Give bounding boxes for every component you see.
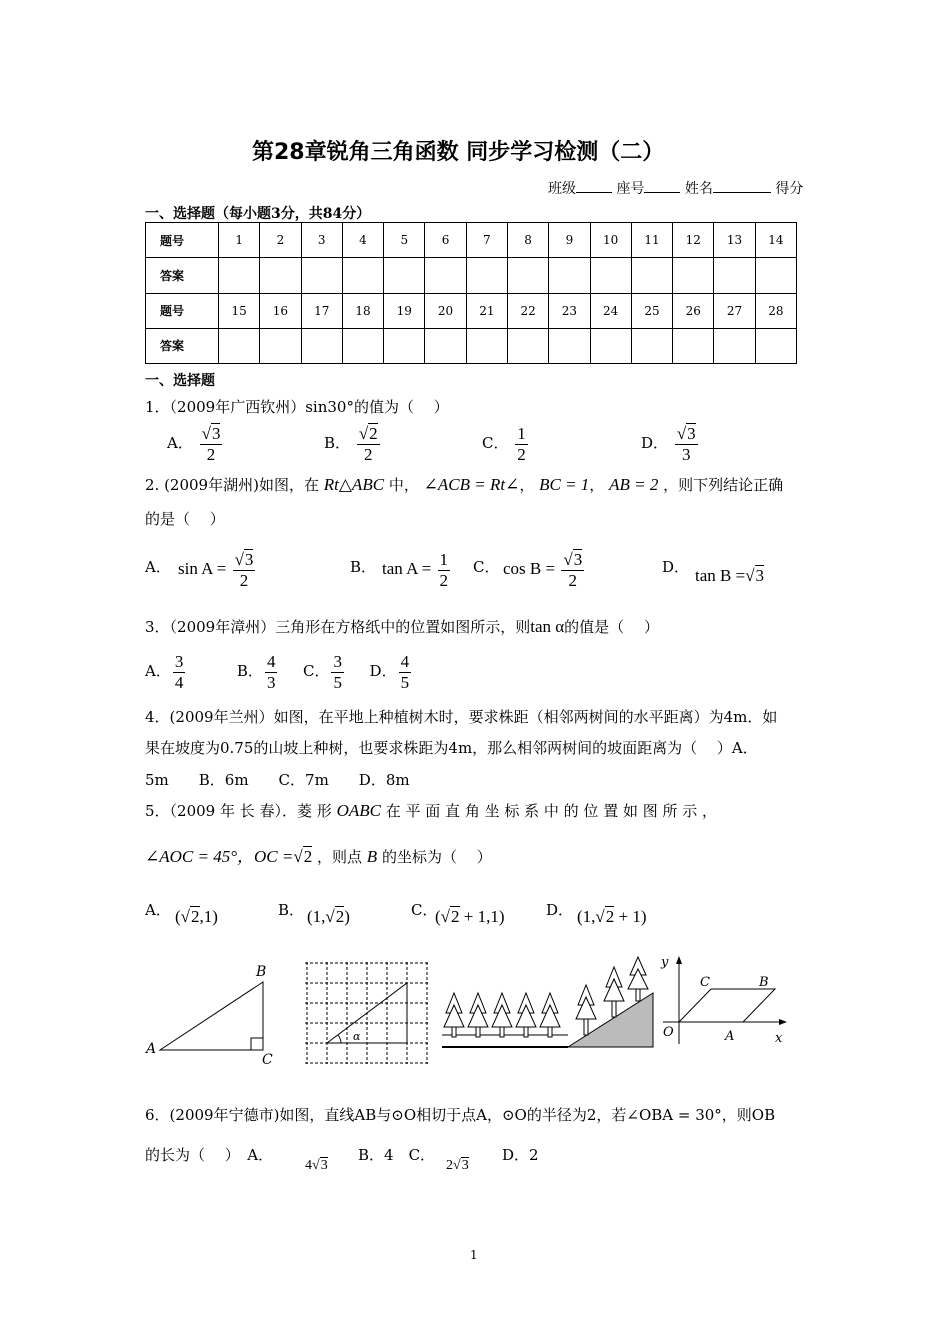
q2-text: 2. (2009年湖州)如图，在 [145,476,319,494]
question-4-line1: 4．(2009年兰州）如图，在平地上种植树木时，要求株距（相邻两树间的水平距离）为4m．如 [145,708,778,726]
question-number: 6 [425,223,466,258]
expr-fn: sin A = [178,558,227,578]
q6-text: 的长为（ ） A． [145,1146,274,1164]
fraction-denominator: 2 [568,570,578,590]
answer-cell[interactable] [714,328,755,363]
option-label: A． [145,901,171,919]
expr-part: + 1,1) [459,907,505,926]
radicand: 3 [755,566,765,585]
q5-math: ∠AOC = 45°，OC = [145,847,294,866]
answer-cell[interactable] [549,328,590,363]
class-blank[interactable] [576,192,612,193]
triangle-figure [140,960,290,1070]
origin-label: O [663,1025,674,1040]
q3-text: 的值是（ ） [564,618,659,636]
radicand: 2 [451,907,460,926]
q2-text: 中， [388,476,419,494]
fraction-denominator: 3 [266,672,276,692]
answer-cell[interactable] [219,328,260,363]
q5-option-d [546,899,573,920]
fraction-numerator: 3 [687,424,696,443]
answer-cell[interactable] [466,258,507,293]
student-info-line [548,178,803,198]
question-number: 1 [219,223,260,258]
page-title: 第28章锐角三角函数 同步学习检测（二） [252,140,665,165]
table-row [146,258,797,293]
question-number: 21 [466,293,507,328]
expr-part: ( [435,907,441,926]
q2-option-c-expr: cos B = $\frac{√3}{2}$ [503,550,583,590]
point-c-label: C [700,975,710,990]
fraction-denominator: 4 [174,672,184,692]
expr-fn: tan A = [382,558,432,578]
answer-label: 答案 [146,328,219,363]
question-4-line2: 果在坡度为0.75的山坡上种树，也要求株距为4m，那么相邻两树间的坡面距离为（ ）A． [145,739,758,757]
fraction-numerator: 2 [369,424,378,443]
question-number: 19 [384,293,425,328]
answer-cell[interactable] [466,328,507,363]
option-label: D． [662,558,690,576]
question-number: 25 [631,293,672,328]
q2-math: Rt△ABC [323,475,385,494]
question-number: 26 [673,293,714,328]
q3-text: 3．（2009年漳州）三角形在方格纸中的位置如图所示，则 [145,618,531,636]
fraction-denominator: 2 [363,444,373,464]
answer-cell[interactable] [425,258,466,293]
alpha-label: α [353,1030,361,1043]
option-label: B． [324,434,351,453]
q2-option-c [473,556,499,577]
question-number-label: 题号 [146,223,219,258]
q1-option-d: D． $\frac{√3}{3}$ [641,424,696,464]
slope-trees-figure [438,955,660,1055]
expr-part: ,1) [199,907,218,926]
fraction-denominator: 2 [439,570,449,590]
score-label: 得分 [775,181,804,197]
q1-option-a: A． $\frac{√3}{2}$ [167,424,221,464]
x-axis-label: x [775,1031,783,1046]
table-row [146,293,797,328]
answer-cell[interactable] [260,328,301,363]
question-5-stem [145,800,717,821]
fraction-numerator: 3 [244,550,254,569]
answer-cell[interactable] [673,258,714,293]
q2-math: AB = 2 [609,475,659,494]
rhombus-figure [655,952,795,1052]
answer-cell[interactable] [673,328,714,363]
question-number: 11 [631,223,672,258]
name-label: 姓名 [684,181,713,197]
q2-option-a [145,556,171,577]
question-number: 2 [260,223,301,258]
option-label: D． [369,662,397,681]
fraction-numerator: 3 [174,652,184,671]
question-number: 18 [342,293,383,328]
q6-text: B．4 C． [358,1146,436,1164]
answer-cell[interactable] [507,258,548,293]
option-label: A． [145,662,171,681]
answer-cell[interactable] [342,328,383,363]
q2-option-b [350,556,376,577]
fraction-numerator: 3 [573,550,583,569]
question-number: 4 [342,223,383,258]
option-label: A． [167,434,193,453]
q5-option-a [145,899,171,920]
answer-cell[interactable] [260,258,301,293]
q5-option-c [411,899,437,920]
q6-options-b-c [358,1144,435,1165]
question-number: 13 [714,223,755,258]
answer-table [145,222,797,364]
question-5-line2: ∠AOC = 45°，OC =√2 ，则点 B 的坐标为（ ） [145,847,492,866]
radicand: 3 [320,1158,328,1173]
q2-option-d [662,556,689,577]
q5-option-d-expr: (1,√2 + 1) [577,907,647,926]
point-b-label: B [759,975,769,990]
class-label: 班级 [548,181,576,197]
fraction-denominator: 2 [206,444,216,464]
q1-option-c [482,424,530,464]
option-label: C． [303,662,330,681]
answer-cell[interactable] [631,258,672,293]
q6-option-a-expr: 4√3 [305,1158,328,1173]
expr-fn: cos B = [503,558,556,578]
question-number: 12 [673,223,714,258]
question-number: 14 [755,223,796,258]
q5-option-a-expr: (√2,1) [175,907,218,926]
fraction-numerator: 3 [211,424,221,443]
question-6-line2 [145,1144,273,1165]
expr-part: (1, [307,907,326,926]
q2-stem-line2: 的是（ ） [145,510,225,528]
fraction-denominator: 2 [239,570,249,590]
question-number: 3 [301,223,342,258]
option-label: A． [145,558,171,576]
question-number: 17 [301,293,342,328]
option-label: C． [411,901,438,919]
q2-option-b-expr [382,550,452,590]
option-label: B． [278,901,305,919]
vertex-c-label: C [262,1052,273,1068]
fraction-numerator: 4 [266,652,276,671]
answer-cell[interactable] [590,328,631,363]
answer-cell[interactable] [219,258,260,293]
section-header-2: 一、选择题 [145,373,215,389]
fraction-denominator: 2 [517,444,526,464]
question-2-stem: 2. (2009年湖州)如图，在 Rt△ABC 中， ∠ACB = Rt∠， BC = 1， AB = 2 ，则下列结论正确 [145,475,784,494]
question-number: 23 [549,293,590,328]
answer-cell[interactable] [342,258,383,293]
seat-label: 座号 [616,181,645,197]
fraction-numerator: 4 [400,652,410,671]
answer-cell[interactable] [755,328,796,363]
answer-cell[interactable] [384,328,425,363]
radicand: 2 [335,907,345,926]
question-number: 27 [714,293,755,328]
option-label: B． [236,662,263,681]
answer-cell[interactable] [590,258,631,293]
q5-text: ，则点 [316,848,362,866]
q2-math: BC = 1 [539,475,590,494]
option-label: C． [473,558,500,576]
q5-math: OABC [336,801,381,820]
q6-text: D．2 [502,1146,539,1164]
expr-part: 2 [446,1158,453,1173]
section-header: 一、选择题（每小题3分，共84分） [145,206,371,222]
radicand: 3 [461,1158,469,1173]
fraction-numerator: 1 [517,424,526,443]
question-number: 28 [755,293,796,328]
vertex-b-label: B [256,964,267,980]
option-label: C． [482,434,509,453]
q5-text: 5．（2009 年 长 春）．菱 形 [145,802,332,820]
answer-cell[interactable] [384,258,425,293]
fraction-denominator: 3 [681,444,691,464]
q2-option-a-expr: sin A = $\frac{√3}{2}$ [178,550,254,590]
question-number: 16 [260,293,301,328]
q5-math: B [366,847,378,866]
question-number: 15 [219,293,260,328]
answer-cell[interactable] [549,258,590,293]
q5-option-b-expr: (1,√2) [307,907,350,926]
expr-part: 4 [305,1158,312,1173]
answer-cell[interactable] [755,258,796,293]
fraction-denominator: 5 [333,672,342,692]
q2-text: ，则下列结论正确 [663,476,784,494]
radicand: 2 [191,907,200,926]
expr-fn: tan B = [695,566,746,585]
question-number-label: 题号 [146,293,219,328]
expr-part: ) [344,907,350,926]
question-number: 5 [384,223,425,258]
question-number: 7 [466,223,507,258]
expr-part: + 1) [614,907,647,926]
table-row [146,328,797,363]
question-4-line3: 5m B．6m C．7m D．8m [145,771,410,789]
q6-option-c-expr: 2√3 [446,1158,469,1173]
q6-option-d [502,1144,539,1165]
radicand: 2 [303,847,313,866]
q3-options [145,652,413,692]
q2-option-d-expr: tan B =√3 [695,566,765,585]
q1-option-b: B． $\frac{√2}{2}$ [324,424,378,464]
answer-cell[interactable] [301,258,342,293]
fraction-numerator: 3 [333,652,342,671]
name-blank[interactable] [713,192,771,193]
point-a-label: A [725,1029,735,1044]
answer-label: 答案 [146,258,219,293]
question-number: 20 [425,293,466,328]
radicand: 2 [605,907,615,926]
answer-cell[interactable] [425,328,466,363]
table-row [146,223,797,258]
q5-option-b [278,899,304,920]
question-number: 9 [549,223,590,258]
expr-part: ( [175,907,181,926]
grid-figure [303,960,433,1068]
expr-part: (1, [577,907,596,926]
answer-cell[interactable] [714,258,755,293]
q2-math: ∠ACB = Rt∠ [423,475,520,494]
page-number: 1 [470,1248,478,1262]
q5-option-c-expr: (√2 + 1,1) [435,907,505,926]
question-number: 8 [507,223,548,258]
question-6-line1: 6．(2009年宁德市)如图，直线AB与⊙O相切于点A，⊙O的半径为2，若∠OBA = 30°，则OB [145,1106,776,1124]
question-1-stem: 1．（2009年广西钦州）sin30°的值为（ ） [145,398,449,416]
fraction-numerator: 1 [439,550,449,569]
q3-math: tan α [530,617,565,636]
option-label: D． [641,434,669,453]
fraction-denominator: 5 [400,672,410,692]
question-number: 10 [590,223,631,258]
answer-cell[interactable] [507,328,548,363]
option-label: B． [350,558,377,576]
y-axis-label: y [661,955,669,970]
option-label: D． [546,901,574,919]
question-3-stem [145,616,659,637]
question-number: 24 [590,293,631,328]
vertex-a-label: A [146,1041,157,1057]
answer-cell[interactable] [631,328,672,363]
q5-text: 在 平 面 直 角 坐 标 系 中 的 位 置 如 图 所 示 ， [385,802,718,820]
seat-blank[interactable] [644,192,680,193]
q5-text: 的坐标为（ ） [381,848,492,866]
answer-cell[interactable] [301,328,342,363]
question-number: 22 [507,293,548,328]
